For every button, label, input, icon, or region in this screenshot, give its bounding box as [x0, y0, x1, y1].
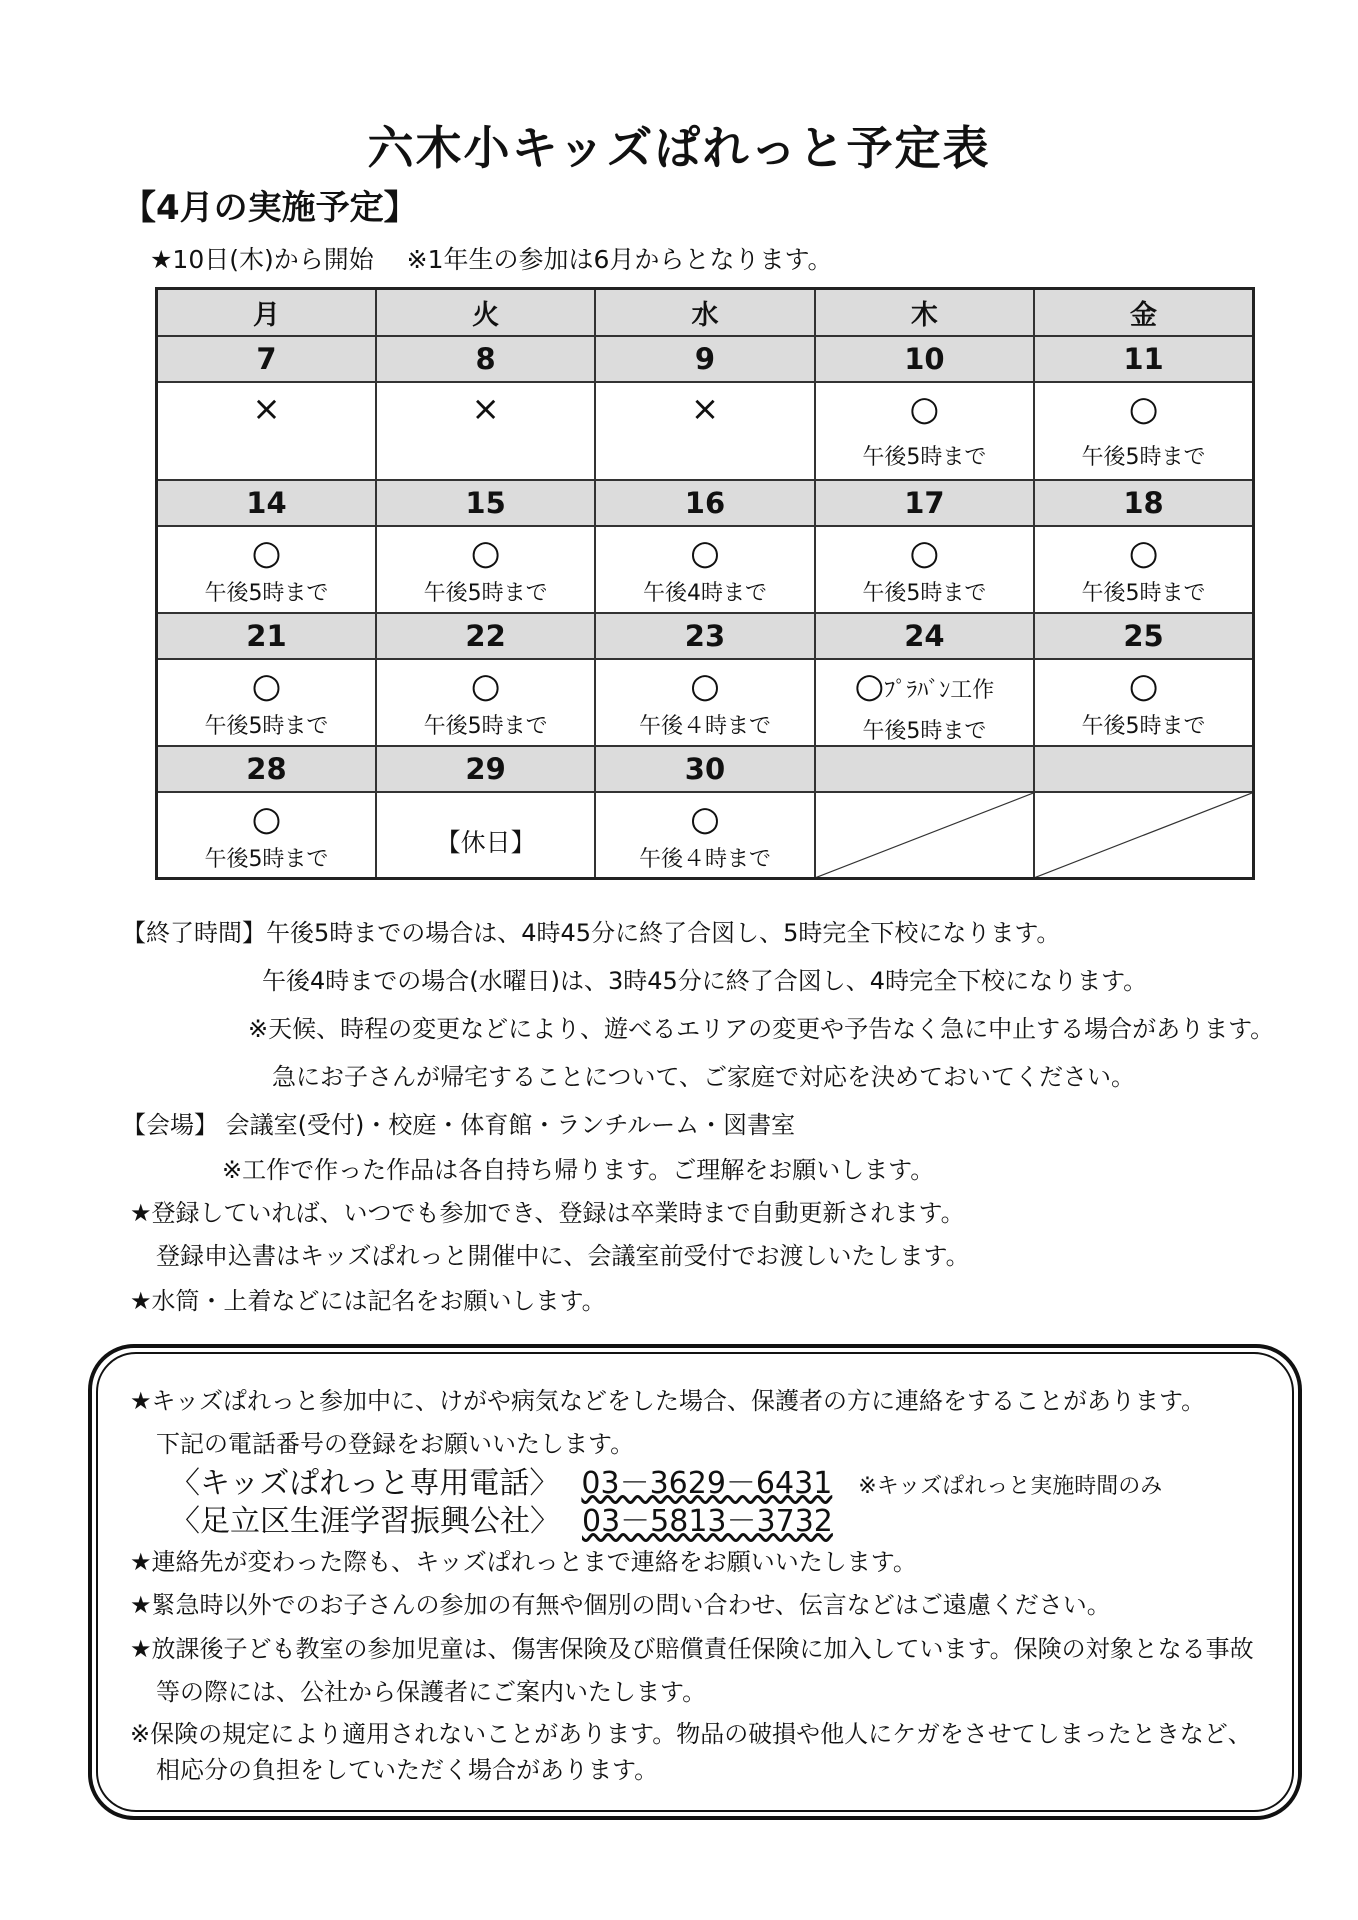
status-cell: [815, 382, 1034, 480]
end-time-note: 午後5時まで: [204, 846, 329, 872]
status-cell: [157, 792, 376, 879]
end-time-note-2: 午後4時までの場合(水曜日)は、3時45分に終了合図し、4時完全下校になります。: [262, 967, 1148, 995]
status-mark-with-event: [816, 665, 1033, 709]
end-time-note: 午後5時まで: [204, 713, 329, 739]
change-contact-note: ★連絡先が変わった際も、キッズぱれっとまで連絡をお願いいたします。: [130, 1548, 917, 1576]
diagonal-slash: [1035, 793, 1252, 878]
date-cell: 18: [1034, 480, 1253, 526]
status-row: [157, 382, 1254, 480]
registration-note-1: ★登録していれば、いつでも参加でき、登録は卒業時まで自動更新されます。: [130, 1199, 965, 1227]
status-mark: ○: [690, 665, 720, 706]
end-time-note: 午後5時まで: [1081, 444, 1206, 470]
date-cell: 21: [157, 613, 376, 659]
status-row: [157, 659, 1254, 746]
weekday-header: 月: [157, 289, 376, 336]
status-mark: ×: [690, 388, 720, 429]
date-cell: 11: [1034, 336, 1253, 382]
status-mark: ○: [854, 665, 885, 706]
date-row: [157, 336, 1254, 382]
page-title: 六木小キッズぱれっと予定表: [367, 121, 991, 175]
date-cell: [815, 746, 1034, 792]
venue-note: 【会場】 会議室(受付)・校庭・体育館・ランチルーム・図書室: [122, 1111, 796, 1139]
phone-number[interactable]: 03－5813－3732: [582, 1504, 833, 1539]
status-mark: ○: [251, 798, 282, 839]
date-cell: 30: [595, 746, 814, 792]
status-mark: ○: [251, 532, 282, 573]
end-time-note: 午後5時まで: [1081, 580, 1206, 606]
status-mark: ○: [909, 388, 940, 429]
status-mark: ○: [470, 532, 501, 573]
end-time-note: 午後5時まで: [862, 444, 987, 470]
status-cell: [157, 382, 376, 480]
status-mark: ○: [690, 798, 720, 839]
date-cell: 15: [376, 480, 595, 526]
end-time-note: 午後5時まで: [204, 580, 329, 606]
status-cell: [815, 659, 1034, 746]
end-time-note: 午後5時まで: [423, 713, 548, 739]
registration-note-2: 登録申込書はキッズぱれっと開催中に、会議室前受付でお渡しいたします。: [156, 1242, 970, 1270]
status-mark: ○: [1128, 388, 1159, 429]
status-mark: ○: [690, 532, 720, 573]
end-time-note: 午後４時まで: [638, 713, 771, 739]
schedule-calendar: [155, 287, 1255, 880]
weekday-header: 火: [376, 289, 595, 336]
insurance-note-3: ※保険の規定により適用されないことがあります。物品の破損や他人にケガをさせてしまったときなど、: [130, 1720, 1252, 1748]
date-cell: 16: [595, 480, 814, 526]
end-time-note: 午後5時まで: [862, 718, 987, 744]
status-mark: ○: [1128, 532, 1159, 573]
status-cell: [595, 382, 814, 480]
status-cell: [157, 526, 376, 613]
phone-hours-note: ※キッズぱれっと実施時間のみ: [858, 1474, 1163, 1499]
status-mark: ×: [471, 388, 500, 429]
end-time-note: 午後4時まで: [642, 580, 767, 606]
status-cell: [1034, 659, 1253, 746]
date-cell: 9: [595, 336, 814, 382]
date-cell: 7: [157, 336, 376, 382]
weekday-header: 金: [1034, 289, 1253, 336]
date-cell: 22: [376, 613, 595, 659]
date-row: [157, 746, 1254, 792]
empty-cell: [815, 792, 1034, 879]
holiday-label: 【休日】: [435, 827, 536, 857]
date-cell: 10: [815, 336, 1034, 382]
status-cell: [376, 382, 595, 480]
status-mark: ○: [470, 665, 501, 706]
status-row: [157, 792, 1254, 879]
weekday-header-row: [157, 289, 1254, 336]
status-cell: [1034, 526, 1253, 613]
date-row: [157, 613, 1254, 659]
weekday-header: 水: [595, 289, 814, 336]
status-cell: [815, 526, 1034, 613]
end-time-note: 午後5時まで: [862, 580, 987, 606]
status-mark: ○: [909, 532, 940, 573]
status-mark: ○: [1128, 665, 1159, 706]
crafts-note: ※工作で作った作品は各自持ち帰ります。ご理解をお願いします。: [222, 1156, 935, 1184]
status-cell: [376, 792, 595, 879]
phone-number[interactable]: 03－3629－6431: [581, 1466, 833, 1501]
date-cell: 14: [157, 480, 376, 526]
diagonal-slash: [816, 793, 1033, 878]
date-cell: 23: [595, 613, 814, 659]
month-heading: 【4月の実施予定】: [122, 188, 418, 228]
weather-note-2: 急にお子さんが帰宅することについて、ご家庭で対応を決めておいてください。: [272, 1063, 1136, 1091]
date-cell: [1034, 746, 1253, 792]
phone-label: 〈足立区生涯学習振興公社〉: [170, 1504, 560, 1539]
insurance-note-1: ★放課後子ども教室の参加児童は、傷害保険及び賠償責任保険に加入しています。保険の対象となる事故: [130, 1635, 1254, 1663]
status-cell: [595, 792, 814, 879]
status-mark: ×: [252, 388, 281, 429]
start-notice: ★10日(木)から開始 ※1年生の参加は6月からとなります。: [150, 245, 833, 274]
contact-note-2: 下記の電話番号の登録をお願いいたします。: [156, 1430, 635, 1458]
status-mark: ○: [251, 665, 282, 706]
date-cell: 17: [815, 480, 1034, 526]
phone-line-foundation: [170, 1496, 833, 1540]
contact-note-1: ★キッズぱれっと参加中に、けがや病気などをした場合、保護者の方に連絡をすることがあります。: [130, 1387, 1206, 1415]
date-cell: 28: [157, 746, 376, 792]
end-time-note: 午後5時まで: [1081, 713, 1206, 739]
status-cell: [157, 659, 376, 746]
insurance-note-2: 等の際には、公社から保護者にご案内いたします。: [156, 1678, 707, 1706]
belongings-note: ★水筒・上着などには記名をお願いします。: [130, 1287, 606, 1315]
event-label: ﾌﾟﾗﾊﾞﾝ工作: [884, 677, 995, 703]
insurance-note-4: 相応分の負担をしていただく場合があります。: [156, 1756, 659, 1784]
weather-note-1: ※天候、時程の変更などにより、遊べるエリアの変更や予告なく急に中止する場合があります。: [248, 1015, 1275, 1043]
end-time-note: 午後４時まで: [638, 846, 771, 872]
date-cell: 29: [376, 746, 595, 792]
date-cell: 24: [815, 613, 1034, 659]
emergency-note: ★緊急時以外でのお子さんの参加の有無や個別の問い合わせ、伝言などはご遠慮ください。: [130, 1591, 1111, 1619]
end-time-note-1: 【終了時間】午後5時までの場合は、4時45分に終了合図し、5時完全下校になります。: [122, 919, 1061, 947]
status-cell: [376, 526, 595, 613]
date-cell: 25: [1034, 613, 1253, 659]
weekday-header: 木: [815, 289, 1034, 336]
date-row: [157, 480, 1254, 526]
status-cell: [376, 659, 595, 746]
empty-cell: [1034, 792, 1253, 879]
status-row: [157, 526, 1254, 613]
status-cell: [595, 659, 814, 746]
end-time-note: 午後5時まで: [423, 580, 548, 606]
status-cell: [595, 526, 814, 613]
status-cell: [1034, 382, 1253, 480]
date-cell: 8: [376, 336, 595, 382]
phone-label: 〈キッズぱれっと専用電話〉: [170, 1466, 560, 1501]
